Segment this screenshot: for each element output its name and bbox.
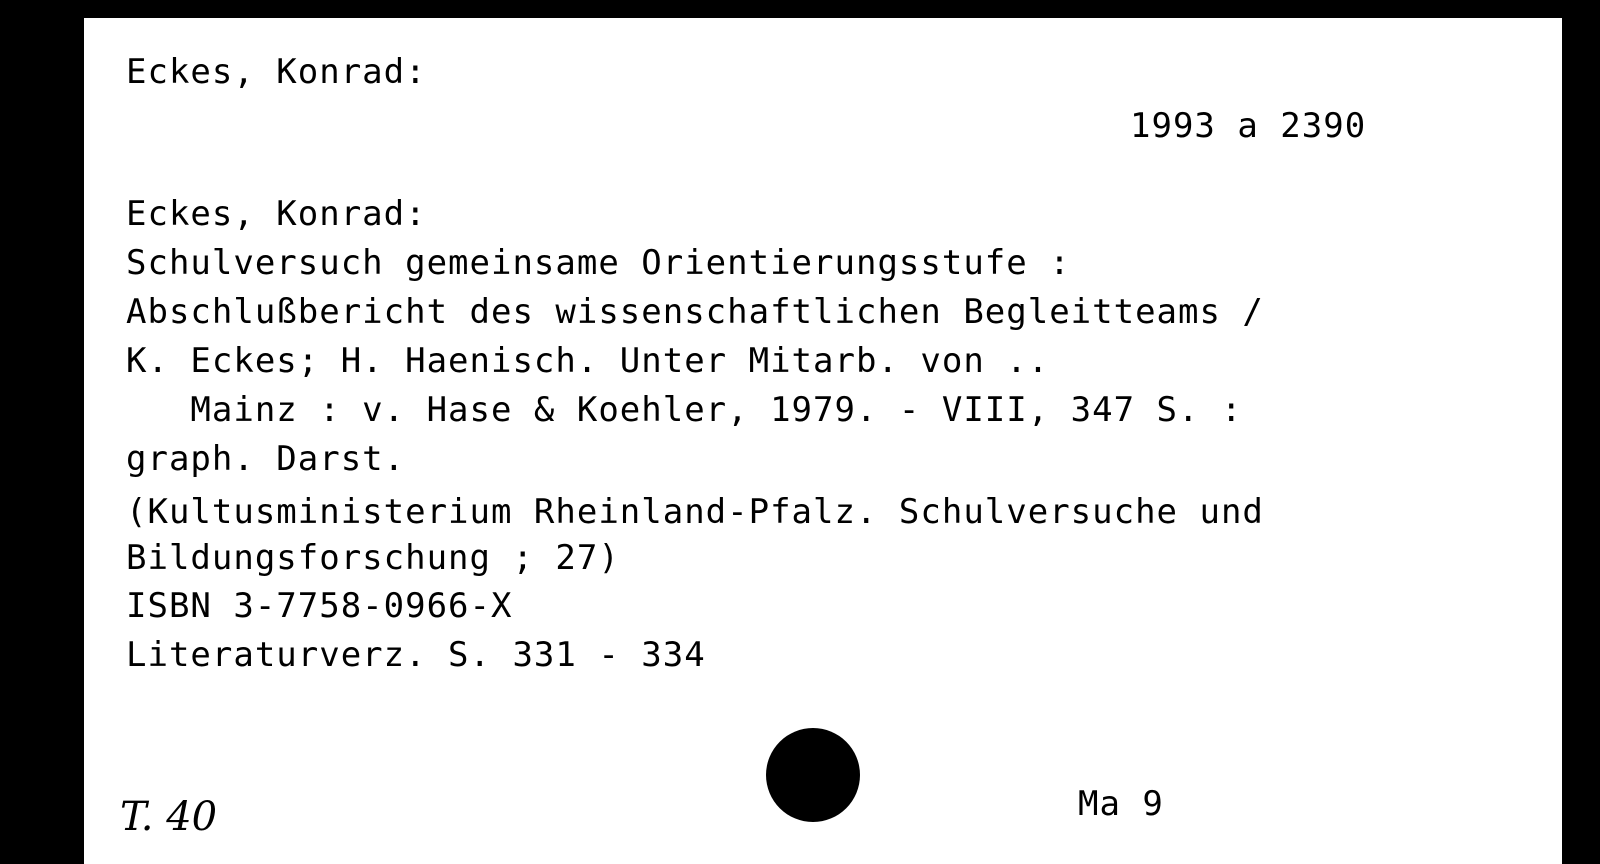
entry-series-line-1: (Kultusministerium Rheinland-Pfalz. Schulversuche und: [126, 492, 1264, 532]
entry-title-line-1: Schulversuch gemeinsame Orientierungsstufe :: [126, 243, 1071, 283]
entry-imprint-line-1: Mainz : v. Hase & Koehler, 1979. - VIII, 347 S. :: [126, 390, 1243, 430]
entry-isbn: ISBN 3-7758-0966-X: [126, 586, 513, 626]
punch-hole: [766, 728, 860, 822]
entry-title-line-3: K. Eckes; H. Haenisch. Unter Mitarb. von ..: [126, 341, 1050, 381]
location-code: Ma 9: [1078, 784, 1164, 824]
card-heading: Eckes, Konrad:: [126, 52, 427, 92]
entry-imprint-line-2: graph. Darst.: [126, 439, 406, 479]
entry-author: Eckes, Konrad:: [126, 194, 427, 234]
entry-title-line-2: Abschlußbericht des wissenschaftlichen Begleitteams /: [126, 292, 1264, 332]
call-number: 1993 a 2390: [1130, 106, 1367, 146]
catalog-card: [84, 18, 1562, 864]
entry-series-line-2: Bildungsforschung ; 27): [126, 538, 620, 578]
entry-note: Literaturverz. S. 331 - 334: [126, 635, 706, 675]
handwritten-mark: T. 40: [120, 794, 218, 840]
